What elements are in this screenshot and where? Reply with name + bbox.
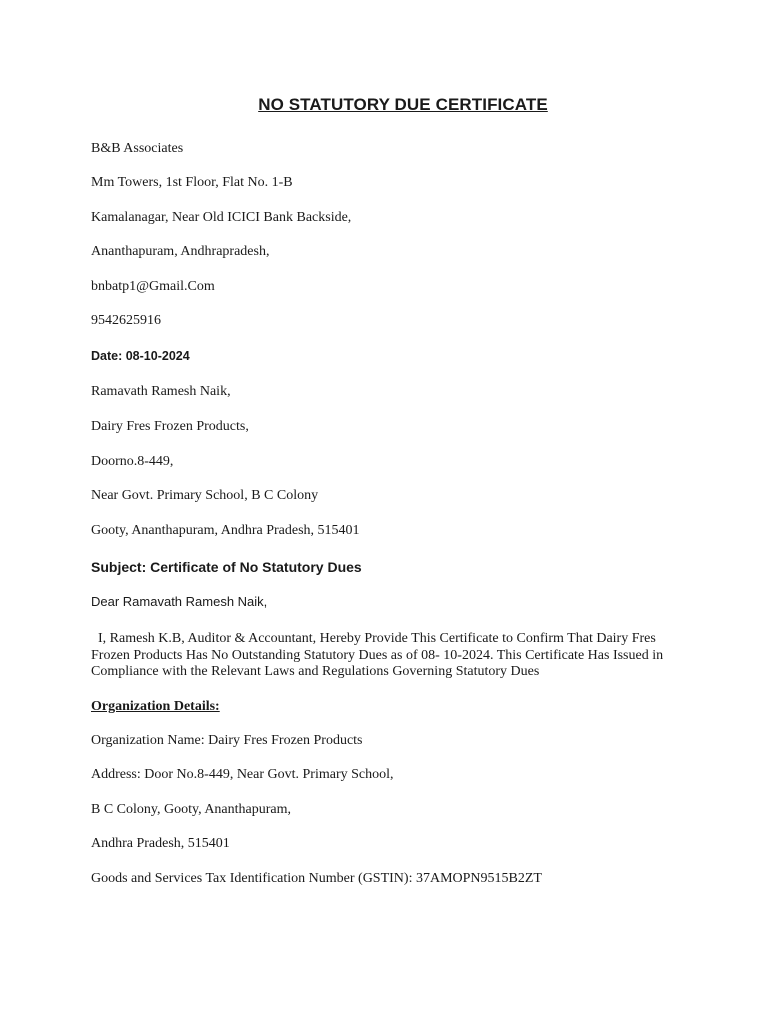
org-name: Organization Name: Dairy Fres Frozen Products	[91, 733, 363, 748]
sender-phone: 9542625916	[91, 313, 161, 328]
sender-address-line1: Mm Towers, 1st Floor, Flat No. 1-B	[91, 175, 293, 190]
sender-address-line3: Ananthapuram, Andhrapradesh,	[91, 244, 270, 259]
date-line: Date: 08-10-2024	[91, 349, 190, 363]
body-paragraph	[91, 631, 671, 681]
subject-line: Subject: Certificate of No Statutory Dues	[91, 559, 362, 575]
body-line-2: Frozen Products Has No Outstanding Statutory Dues as of 08- 10-2024. This Certificate Has Issued in	[91, 647, 664, 663]
gstin-line: Goods and Services Tax Identification Number (GSTIN): 37AMOPN9515B2ZT	[91, 871, 542, 886]
recipient-name: Ramavath Ramesh Naik,	[91, 384, 231, 399]
recipient-city: Gooty, Ananthapuram, Andhra Pradesh, 515401	[91, 523, 360, 538]
org-address-line3: Andhra Pradesh, 515401	[91, 836, 230, 851]
recipient-door: Doorno.8-449,	[91, 454, 174, 469]
document-title: NO STATUTORY DUE CERTIFICATE	[258, 95, 548, 114]
body-line-3: Compliance with the Relevant Laws and Regulations Governing Statutory Dues	[91, 664, 540, 679]
salutation: Dear Ramavath Ramesh Naik,	[91, 594, 268, 609]
org-details-heading: Organization Details:	[91, 699, 220, 714]
recipient-company: Dairy Fres Frozen Products,	[91, 419, 249, 434]
sender-name: B&B Associates	[91, 141, 184, 156]
org-address-line1: Address: Door No.8-449, Near Govt. Primary School,	[91, 767, 394, 782]
body-line-1: I, Ramesh K.B, Auditor & Accountant, Hereby Provide This Certificate to Confirm That Dairy Fres	[91, 631, 656, 646]
sender-address-line2: Kamalanagar, Near Old ICICI Bank Backside,	[91, 210, 352, 225]
sender-email: bnbatp1@Gmail.Com	[91, 279, 215, 294]
recipient-street: Near Govt. Primary School, B C Colony	[91, 488, 319, 503]
org-address-line2: B C Colony, Gooty, Ananthapuram,	[91, 802, 292, 817]
